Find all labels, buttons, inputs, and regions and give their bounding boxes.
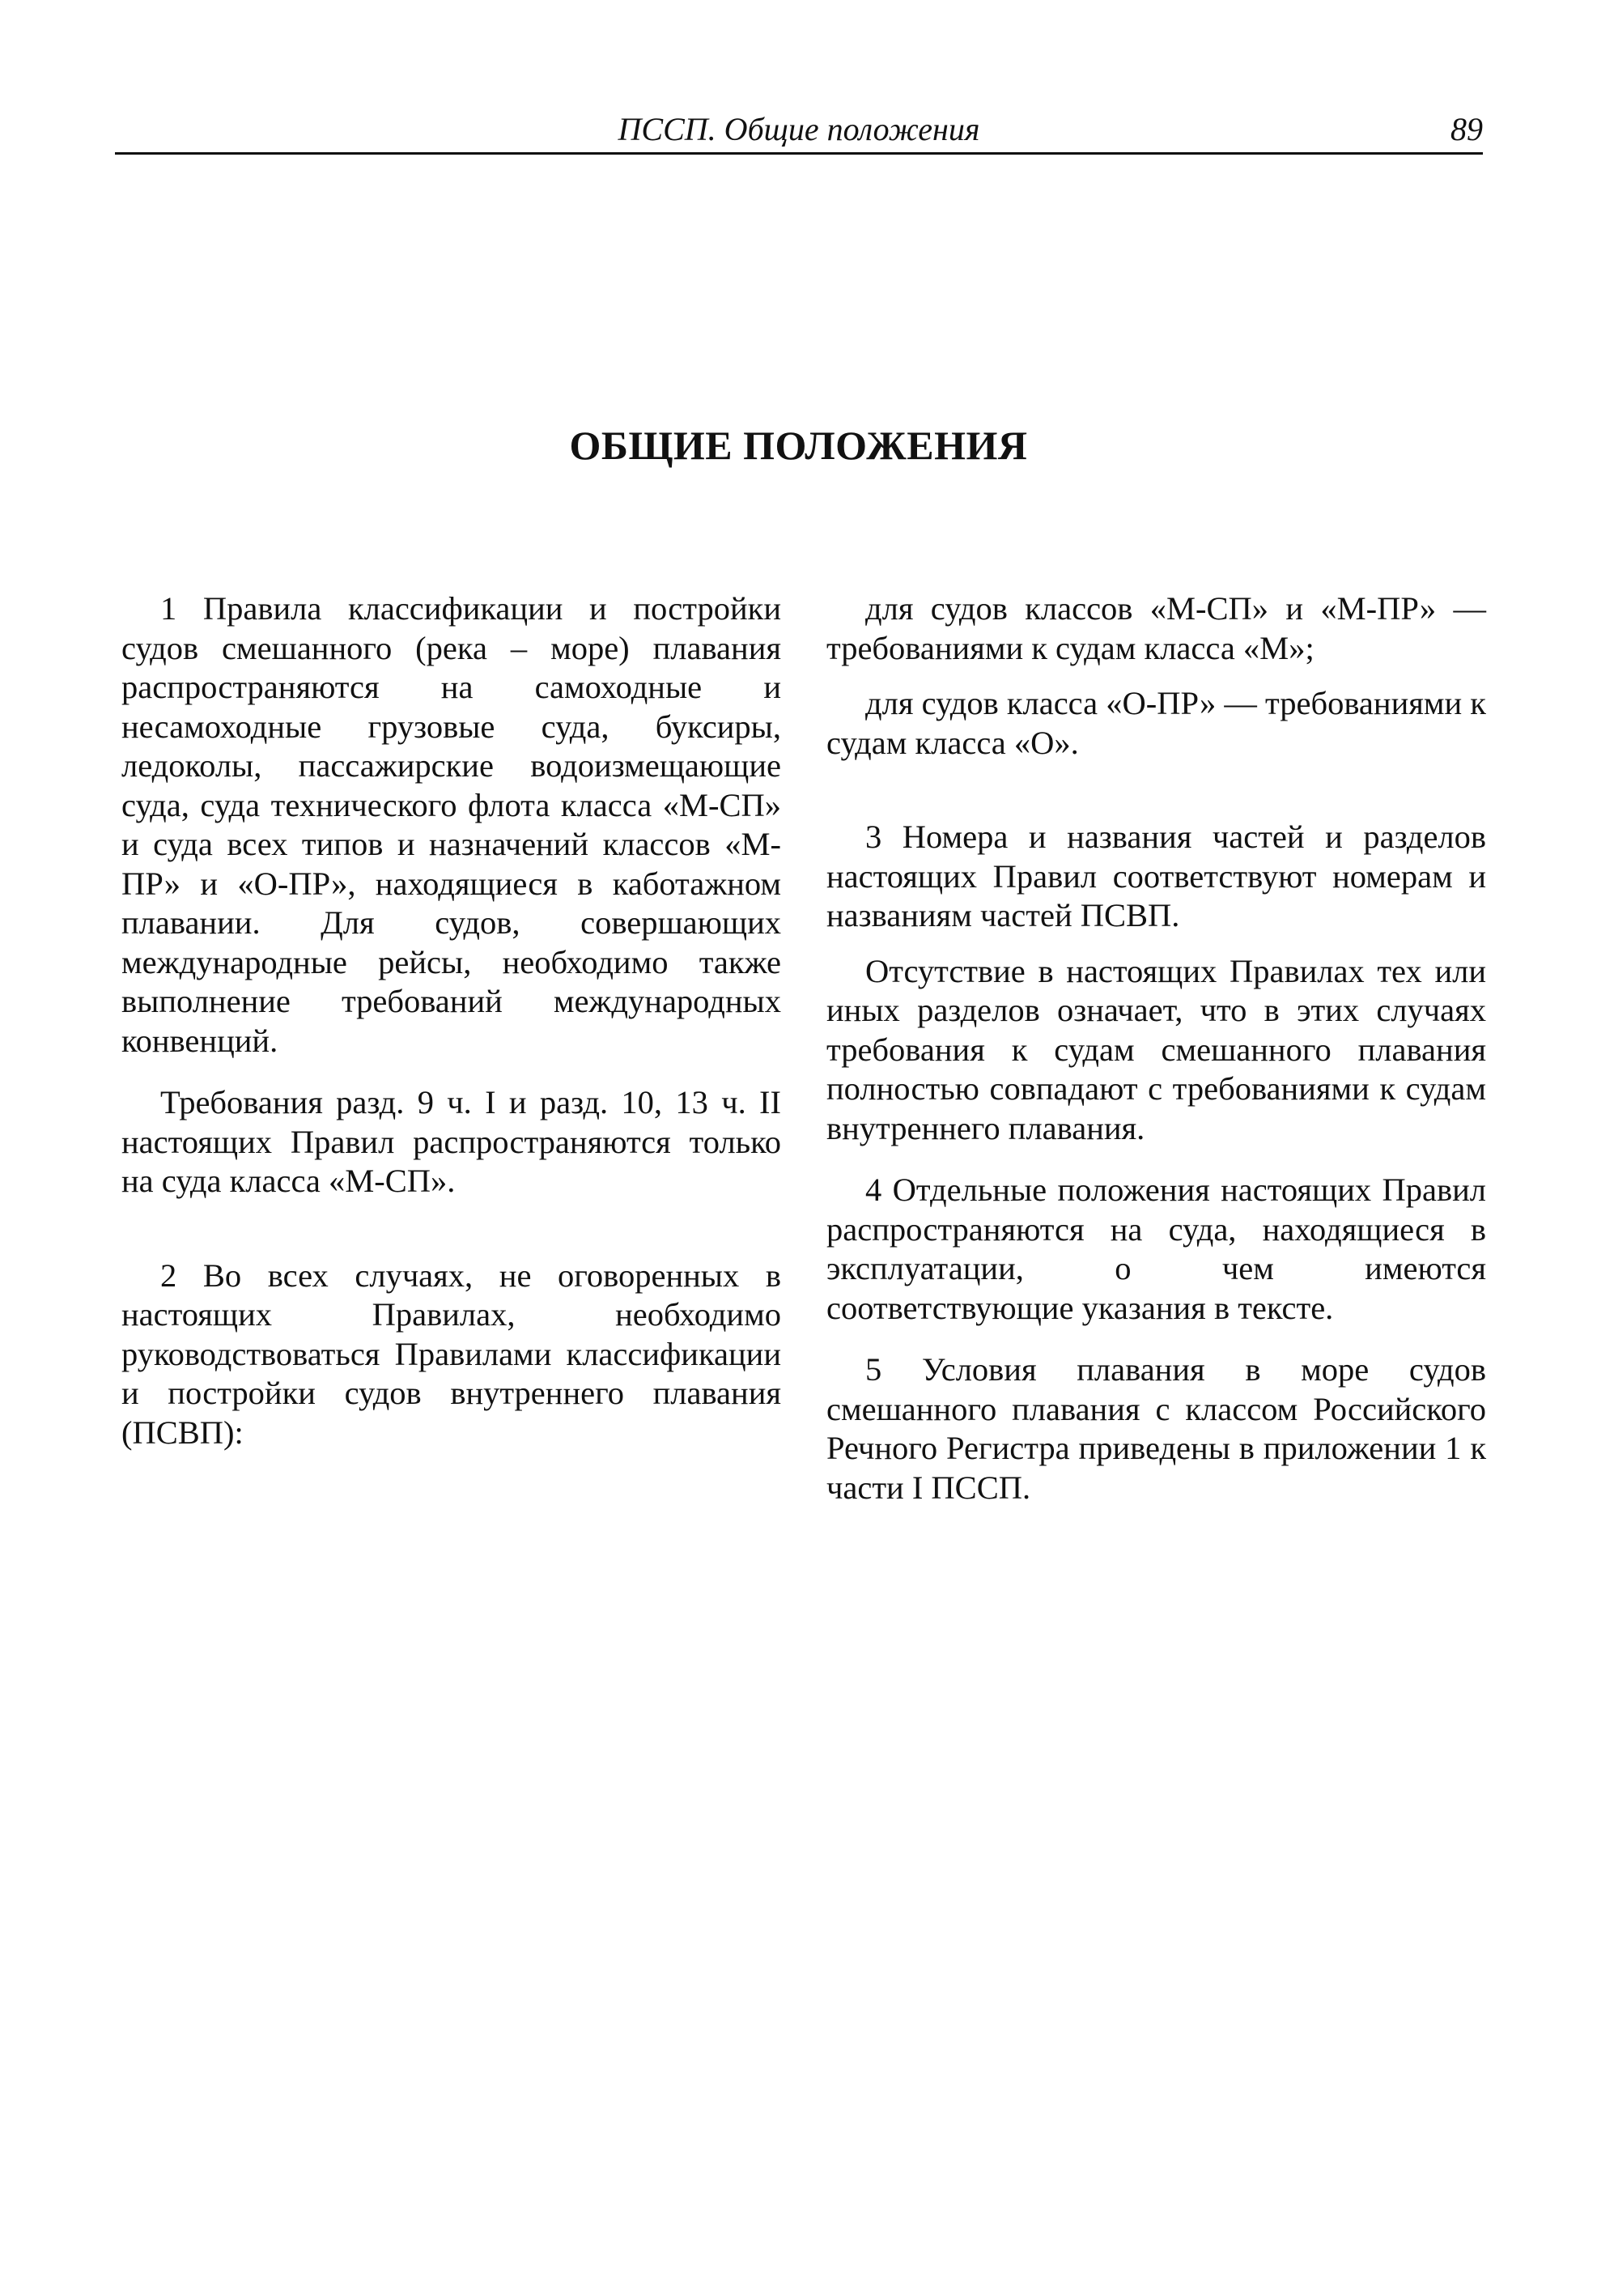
running-title: ПССП. Общие положения xyxy=(618,111,980,147)
paragraph-3: 3 Номера и названия частей и разделов настоящих Правил соответствуют номерам и названиям частей ПСВП. xyxy=(826,818,1486,933)
paragraph-class-m: для судов классов «М-СП» и «М-ПР» — требованиями к судам класса «М»; xyxy=(826,590,1486,666)
paragraph-requirements: Требования разд. 9 ч. I и разд. 10, 13 ч. II настоящих Правил распространяются только на суда класса «М-СП». xyxy=(121,1084,781,1199)
paragraph-5: 5 Условия плавания в море судов смешанного плавания с классом Российского Речного Регистра приведены в приложении 1 к части I ПССП. xyxy=(826,1351,1486,1506)
paragraph-1: 1 Правила классификации и постройки судов смешанного (река – море) плавания распространяются на самоходные и несамоходные грузовые суда, буксиры, ледоколы, пассажирские водоизмещающие суда, суда технического флота класса «М-СП» и суда всех типов и назначений классов «М-ПР» и «О-ПР», находящиеся в каботажном плавании. Для судов, совершающих международные рейсы, необходимо также выполнение требований международных конвенций. xyxy=(121,590,781,1059)
paragraph-4: 4 Отдельные положения настоящих Правил распространяются на суда, находящиеся в эксплуатации, о чем имеются соответствующие указания в тексте. xyxy=(826,1171,1486,1326)
paragraph-2: 2 Во всех случаях, не оговоренных в настоящих Правилах, необходимо руководствоваться Правилами классификации и постройки судов внутреннего плавания (ПСВП): xyxy=(121,1256,781,1451)
left-column xyxy=(121,589,781,1452)
right-column xyxy=(826,589,1486,1507)
paragraph-absence: Отсутствие в настоящих Правилах тех или иных разделов означает, что в этих случаях требования к судам смешанного плавания полностью совпадают с требованиями к судам внутреннего плавания. xyxy=(826,952,1486,1146)
running-header xyxy=(115,104,1483,155)
section-title: ОБЩИЕ ПОЛОЖЕНИЯ xyxy=(569,423,1028,468)
page-number: 89 xyxy=(1450,111,1483,147)
paragraph-class-o: для судов класса «О-ПР» — требованиями к судам класса «О». xyxy=(826,685,1486,761)
